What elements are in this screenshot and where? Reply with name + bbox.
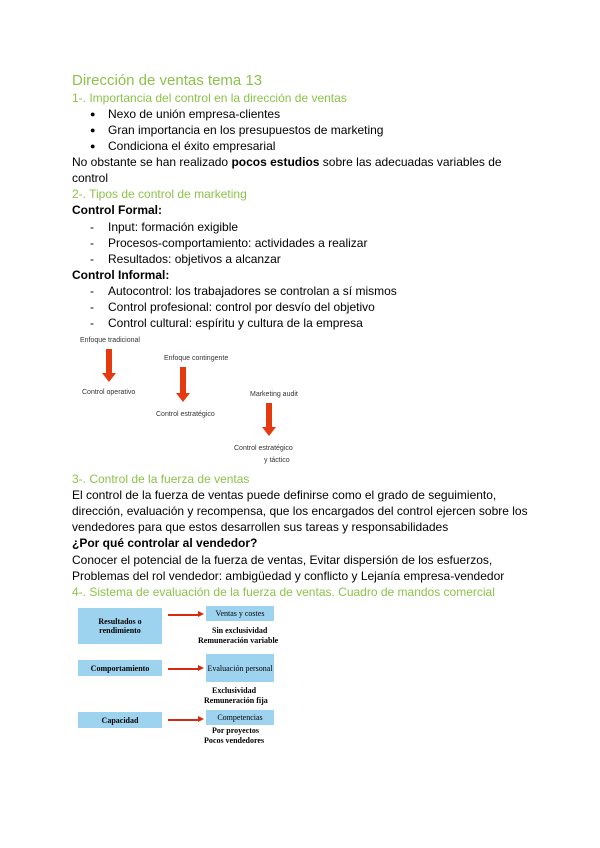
document-title: Dirección de ventas tema 13	[72, 72, 263, 89]
section1-heading: 1-. Importancia del control en la dirección de ventas	[72, 91, 347, 105]
list-item: ● Nexo de unión empresa-clientes	[72, 106, 532, 122]
right-arrow-icon	[168, 719, 198, 721]
down-arrow-icon	[180, 367, 186, 393]
list-item: - Input: formación exigible	[72, 219, 532, 235]
diagram-label: y táctico	[264, 456, 290, 464]
diagram-label: Enfoque tradicional	[80, 336, 140, 344]
scorecard-box-behavior: Comportamiento	[78, 660, 162, 676]
section4-heading: 4-. Sistema de evaluación de la fuerza de ventas. Cuadro de mandos comercial	[72, 585, 495, 600]
scorecard-note: Por proyectos	[212, 726, 260, 736]
list-item: - Control cultural: espíritu y cultura de la empresa	[72, 315, 532, 331]
scorecard-box-sales-costs: Ventas y costes	[206, 606, 274, 621]
right-arrowhead-icon	[198, 665, 204, 671]
sales-scorecard-diagram	[72, 600, 532, 752]
diagram-label: Enfoque contingente	[164, 354, 229, 362]
diagram-label: Control estratégico	[156, 410, 215, 418]
emphasis: pocos estudios	[231, 155, 320, 169]
right-arrowhead-icon	[198, 716, 204, 722]
scorecard-note: Sin exclusividad	[212, 626, 268, 636]
list-item: - Autocontrol: los trabajadores se controlan a sí mismos	[72, 283, 532, 299]
scorecard-note: Pocos vendedores	[204, 736, 265, 746]
down-arrowhead-icon	[102, 373, 116, 382]
list-item: - Resultados: objetivos a alcanzar	[72, 251, 532, 267]
scorecard-box-evaluation: Evaluación personal	[206, 654, 274, 682]
section1-paragraph: No obstante se han realizado pocos estudios sobre las adecuadas variables de control	[72, 155, 502, 186]
down-arrowhead-icon	[176, 393, 190, 402]
list-item: - Procesos-comportamiento: actividades a realizar	[72, 235, 532, 251]
section3-answer: Conocer el potencial de la fuerza de ventas, Evitar dispersión de los esfuerzos, Problemas del rol vendedor: ambigüedad y conflicto y Lejanía empresa-vendedor	[72, 552, 505, 583]
diagram-label: Control estratégico	[234, 444, 293, 452]
section2-heading: 2-. Tipos de control de marketing	[72, 187, 247, 202]
control-approaches-diagram	[72, 331, 532, 471]
document-page	[72, 72, 532, 752]
section3-question: ¿Por qué controlar al vendedor?	[72, 536, 258, 551]
scorecard-box-results: Resultados o rendimiento	[78, 608, 162, 644]
list-item: - Control profesional: control por desvío del objetivo	[72, 299, 532, 315]
diagram-label: Control operativo	[82, 388, 136, 396]
formal-control-list	[72, 219, 532, 267]
list-item: ● Gran importancia en los presupuestos de marketing	[72, 122, 532, 138]
right-arrowhead-icon	[198, 611, 204, 617]
down-arrowhead-icon	[262, 427, 276, 436]
informal-control-label: Control Informal:	[72, 267, 170, 282]
right-arrow-icon	[168, 614, 198, 616]
diagram-label: Marketing audit	[250, 390, 298, 398]
scorecard-note: Remuneración fija	[204, 696, 268, 706]
scorecard-note: Exclusividad	[212, 686, 257, 696]
section3-paragraph: El control de la fuerza de ventas puede definirse como el grado de seguimiento, dirección, evaluación y recompensa, que los encargados del control ejercen sobre los vendedores para que estos desarrollen sus tareas y responsabilidades	[72, 487, 528, 535]
section3-heading: 3-. Control de la fuerza de ventas	[72, 471, 250, 486]
scorecard-box-competencies: Competencias	[206, 710, 274, 725]
scorecard-note: Remuneración variable	[198, 636, 279, 646]
informal-control-list	[72, 283, 532, 331]
right-arrow-icon	[168, 668, 198, 670]
down-arrow-icon	[106, 349, 112, 373]
formal-control-label: Control Formal:	[72, 203, 162, 218]
section1-bullets	[72, 106, 532, 154]
list-item: ● Condiciona el éxito empresarial	[72, 138, 532, 154]
scorecard-box-capacity: Capacidad	[78, 712, 162, 728]
down-arrow-icon	[266, 403, 272, 427]
